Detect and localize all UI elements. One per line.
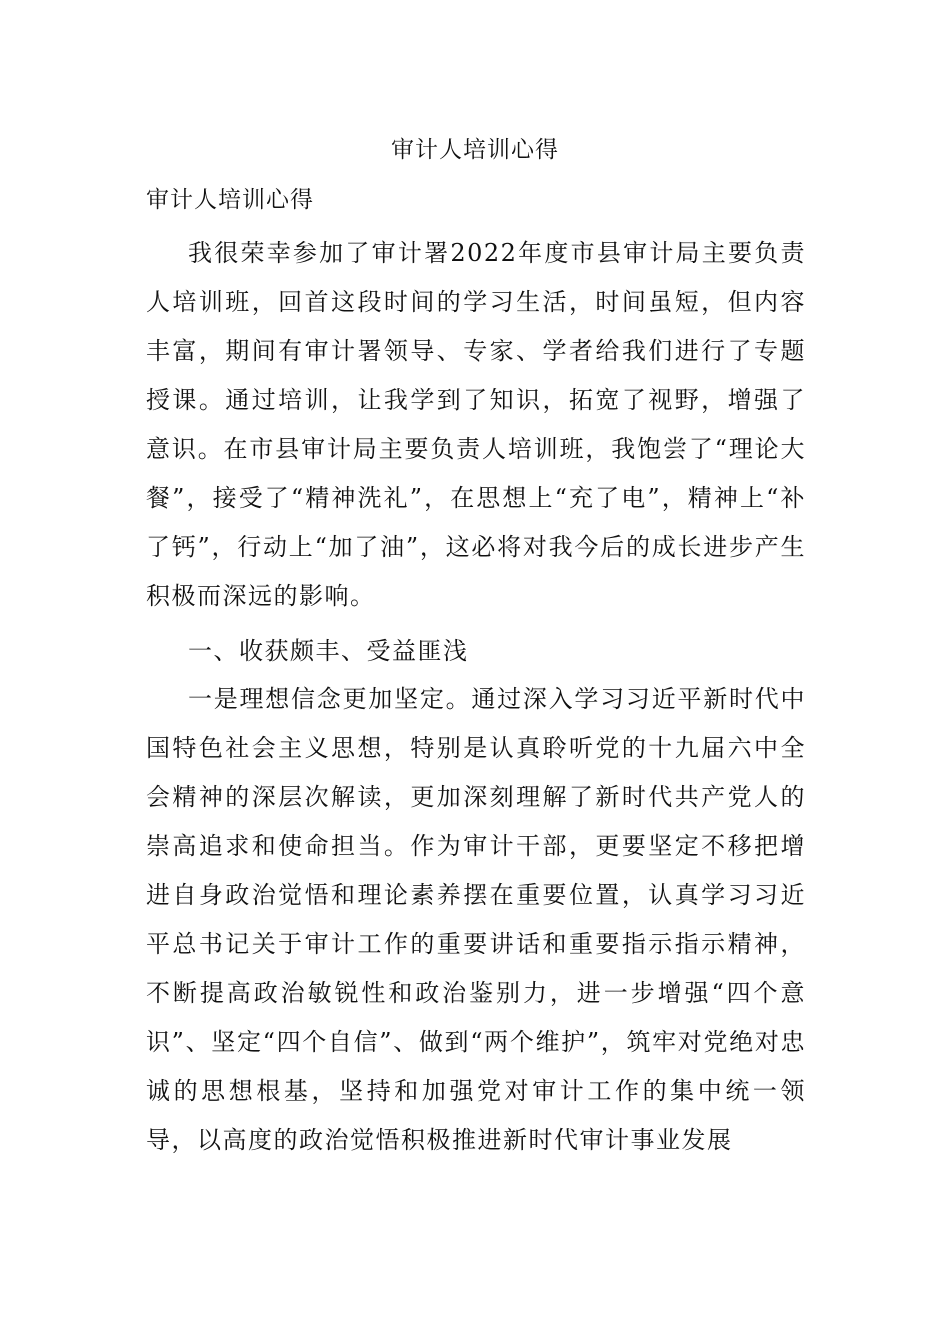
document-subtitle: 审计人培训心得	[146, 187, 314, 213]
paragraph-ideals: 一是理想信念更加坚定。通过深入学习习近平新时代中国特色社会主义思想，特别是认真聆听党的十九届六中全会精神的深层次解读，更加深刻理解了新时代共产党人的崇高追求和使命担当。作为审计干部，更要坚定不移把增进自身政治觉悟和理论素养摆在重要位置，认真学习习近平总书记关于审计工作的重要讲话和重要指示指示精神，不断提高政治敏锐性和政治鉴别力，进一步增强“四个意识”、坚定“四个自信”、做到“两个维护”，筑牢对党绝对忠诚的思想根基，坚持和加强党对审计工作的集中统一领导，以高度的政治觉悟积极推进新时代审计事业发展	[146, 685, 806, 1154]
document-title: 审计人培训心得	[391, 137, 559, 163]
section-heading-1: 一、收获颇丰、受益匪浅	[188, 637, 469, 665]
paragraph-intro: 我很荣幸参加了审计署2022年度市县审计局主要负责人培训班，回首这段时间的学习生活，时间虽短，但内容丰富，期间有审计署领导、专家、学者给我们进行了专题授课。通过培训，让我学到了知识，拓宽了视野，增强了意识。在市县审计局主要负责人培训班，我饱尝了“理论大餐”，接受了“精神洗礼”，在思想上“充了电”，精神上“补了钙”，行动上“加了油”，这必将对我今后的成长进步产生积极而深远的影响。	[146, 239, 806, 610]
